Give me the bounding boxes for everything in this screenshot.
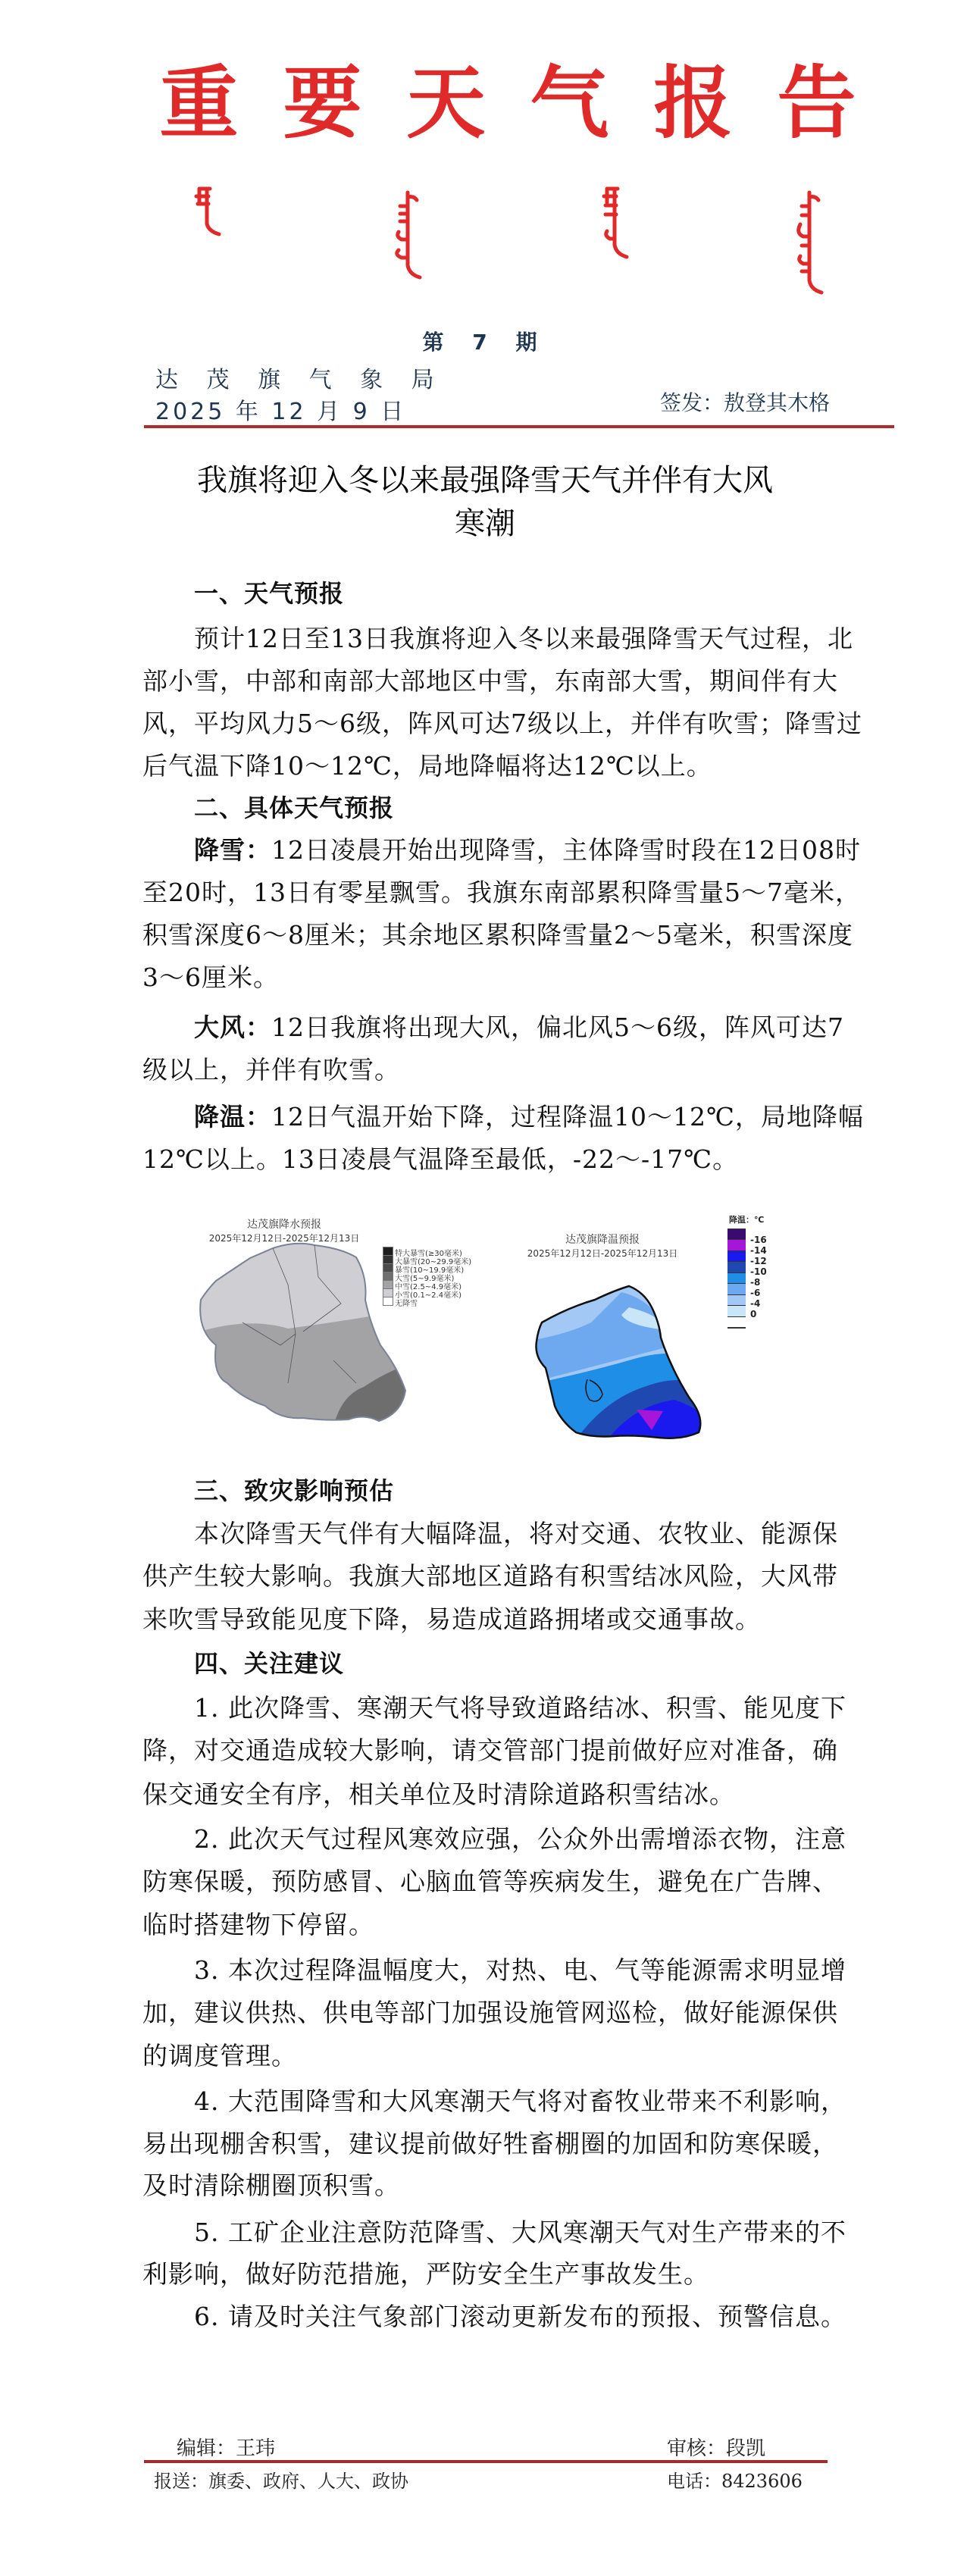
cooling-legend-colorbar bbox=[728, 1229, 746, 1329]
editor: 编辑：王玮 bbox=[177, 2437, 276, 2460]
masthead-char: 气 bbox=[530, 56, 609, 149]
advice-item-4-line: 易出现棚舍积雪，建议提前做好牲畜棚圈的加固和防寒保暖， bbox=[142, 2129, 838, 2158]
advice-item-2-line: 临时搭建物下停留。 bbox=[142, 1910, 374, 1939]
legend-value: 0 bbox=[750, 1309, 757, 1319]
issue-date: 2025 年 12 月 9 日 bbox=[155, 399, 407, 425]
legend-value: -12 bbox=[750, 1256, 767, 1266]
legend-value: -6 bbox=[750, 1288, 761, 1298]
advice-item-6-line: 6. 请及时关注气象部门滚动更新发布的预报、预警信息。 bbox=[194, 2302, 846, 2331]
header-divider bbox=[144, 425, 894, 428]
mongolian-script-word-1 bbox=[193, 186, 224, 239]
paragraph-line: 级以上，并伴有吹雪。 bbox=[142, 1055, 400, 1085]
document-title-line-1: 我旗将迎入冬以来最强降雪天气并伴有大风 bbox=[197, 463, 773, 498]
cooling-map-subtitle: 2025年12月12日-2025年12月13日 bbox=[527, 1248, 678, 1259]
wind-paragraph-line bbox=[194, 1013, 884, 1043]
paragraph-line: 本次降雪天气伴有大幅降温，将对交通、农牧业、能源保 bbox=[194, 1519, 838, 1548]
signer: 签发：敖登其木格 bbox=[659, 390, 830, 415]
paragraph-line: 12℃以上。13日凌晨气温降至最低，-22～-17℃。 bbox=[142, 1144, 739, 1174]
legend-value: -4 bbox=[750, 1298, 761, 1309]
legend-color-swatch bbox=[728, 1273, 746, 1284]
section-heading-impact: 三、致灾影响预估 bbox=[194, 1476, 395, 1505]
legend-value: -8 bbox=[750, 1277, 761, 1288]
cooling-legend bbox=[728, 1216, 811, 1330]
advice-item-4-line: 4. 大范围降雪和大风寒潮天气将对畜牧业带来不利影响， bbox=[194, 2086, 846, 2116]
masthead-char: 要 bbox=[283, 56, 362, 149]
wind-text: 12日我旗将出现大风，偏北风5～6级，阵风可达7 bbox=[271, 1013, 844, 1042]
paragraph-line: 至20时，13日有零星飘雪。我旗东南部累积降雪量5～7毫米， bbox=[142, 878, 861, 907]
snow-paragraph-line bbox=[194, 835, 884, 865]
legend-color-swatch bbox=[728, 1262, 746, 1272]
advice-item-1-line: 1. 此次降雪、寒潮天气将导致道路结冰、积雪、能见度下 bbox=[194, 1693, 846, 1723]
paragraph-line: 来吹雪导致能见度下降，易造成道路拥堵或交通事故。 bbox=[142, 1604, 761, 1634]
legend-label: 特大暴雪(≥30毫米) bbox=[395, 1250, 462, 1258]
cooling-forecast-map bbox=[500, 1194, 818, 1451]
legend-color-swatch bbox=[728, 1229, 746, 1240]
cooling-label: 降温： bbox=[194, 1102, 271, 1131]
paragraph-line: 后气温下降10～12℃，局地降幅将达12℃以上。 bbox=[142, 751, 712, 781]
legend-swatch bbox=[383, 1297, 393, 1306]
legend-color-swatch bbox=[728, 1284, 746, 1294]
cooling-map-title: 达茂旗降温预报 bbox=[565, 1234, 640, 1246]
paragraph-line: 积雪深度6～8厘米；其余地区累积降雪量2～5毫米，积雪深度 bbox=[142, 920, 853, 950]
masthead-char: 告 bbox=[777, 56, 856, 149]
paragraph-line: 部小雪，中部和南部大部地区中雪，东南部大雪，期间伴有大 bbox=[142, 666, 838, 696]
paragraph-line: 供产生较大影响。我旗大部地区道路有积雪结冰风险，大风带 bbox=[142, 1561, 838, 1591]
masthead-char: 重 bbox=[159, 56, 239, 149]
snow-text: 12日凌晨开始出现降雪，主体降雪时段在12日08时 bbox=[271, 835, 861, 865]
legend-label: 大暴雪(20~29.9毫米) bbox=[395, 1258, 472, 1266]
section-heading-detailed-forecast: 二、具体天气预报 bbox=[194, 793, 395, 822]
cooling-paragraph-line bbox=[194, 1102, 884, 1132]
advice-item-1-line: 降，对交通造成较大影响，请交管部门提前做好应对准备，确 bbox=[142, 1736, 838, 1765]
section-heading-advice: 四、关注建议 bbox=[194, 1649, 345, 1678]
advice-item-5-line: 利影响，做好防范措施，严防安全生产事故发生。 bbox=[142, 2259, 709, 2289]
legend-color-swatch bbox=[728, 1240, 746, 1250]
footer-divider bbox=[144, 2460, 828, 2463]
snow-map-subtitle: 2025年12月12日-2025年12月13日 bbox=[208, 1233, 360, 1244]
cooling-map-shape bbox=[500, 1194, 728, 1451]
advice-item-2-line: 2. 此次天气过程风寒效应强，公众外出需增添衣物，注意 bbox=[194, 1824, 846, 1854]
legend-color-swatch bbox=[728, 1251, 746, 1262]
issue-number: 第 7 期 bbox=[422, 330, 548, 355]
advice-item-3-line: 3. 本次过程降温幅度大，对热、电、气等能源需求明显增 bbox=[194, 1955, 846, 1985]
legend-color-swatch bbox=[728, 1295, 746, 1306]
advice-item-5-line: 5. 工矿企业注意防范降雪、大风寒潮天气对生产带来的不 bbox=[194, 2218, 846, 2247]
mongolian-script-word-2 bbox=[393, 189, 423, 280]
document-title bbox=[114, 459, 856, 546]
paragraph-line: 预计12日至13日我旗将迎入冬以来最强降雪天气过程，北 bbox=[194, 624, 853, 653]
advice-item-1-line: 保交通安全有序，相关单位及时清除道路积雪结冰。 bbox=[142, 1779, 735, 1809]
masthead-char: 报 bbox=[653, 56, 733, 149]
snow-label: 降雪： bbox=[194, 835, 271, 865]
advice-item-2-line: 防寒保暖，预防感冒、心脑血管等疾病发生，避免在广告牌、 bbox=[142, 1867, 838, 1896]
wind-label: 大风： bbox=[194, 1013, 271, 1042]
legend-color-swatch bbox=[728, 1306, 746, 1316]
paragraph-line: 风，平均风力5～6级，阵风可达7级以上，并伴有吹雪；降雪过 bbox=[142, 709, 862, 738]
legend-value: -14 bbox=[750, 1245, 767, 1256]
mongolian-script-word-4 bbox=[794, 189, 824, 296]
snow-map-title: 达茂旗降水预报 bbox=[247, 1219, 321, 1231]
advice-item-3-line: 加，建议供热、供电等部门加强设施管网巡检，做好能源保供 bbox=[142, 1998, 838, 2027]
legend-value: -10 bbox=[750, 1266, 767, 1277]
legend-label: 暴雪(10~19.9毫米) bbox=[395, 1266, 465, 1275]
snow-forecast-map bbox=[182, 1194, 485, 1451]
legend-label: 小雪(0.1~2.4毫米) bbox=[395, 1291, 462, 1300]
legend-label: 大雪(5~9.9毫米) bbox=[395, 1275, 455, 1283]
advice-item-4-line: 及时清除棚圈顶积雪。 bbox=[142, 2171, 400, 2200]
legend-value: -16 bbox=[750, 1235, 767, 1245]
legend-label: 无降雪 bbox=[395, 1300, 418, 1308]
issuing-bureau: 达 茂 旗 气 象 局 bbox=[155, 367, 445, 393]
recipients: 报送：旗委、政府、人大、政协 bbox=[154, 2471, 408, 2492]
section-heading-forecast: 一、天气预报 bbox=[194, 579, 345, 608]
cooling-text: 12日气温开始下降，过程降温10～12℃，局地降幅 bbox=[271, 1102, 864, 1131]
document-title-line-2: 寒潮 bbox=[455, 506, 515, 541]
masthead-char: 天 bbox=[406, 56, 486, 149]
phone: 电话：8423606 bbox=[667, 2471, 803, 2492]
mongolian-script-word-3 bbox=[601, 186, 631, 261]
advice-item-3-line: 的调度管理。 bbox=[142, 2041, 297, 2071]
cooling-legend-title: 降温：℃ bbox=[729, 1215, 765, 1225]
legend-color-swatch bbox=[728, 1317, 746, 1328]
legend-label: 中雪(2.5~4.9毫米) bbox=[395, 1283, 462, 1291]
snow-map-shape bbox=[182, 1194, 485, 1451]
reviewer: 审核：段凯 bbox=[667, 2437, 766, 2460]
snow-legend bbox=[383, 1247, 485, 1307]
paragraph-line: 3～6厘米。 bbox=[142, 962, 279, 992]
masthead-title bbox=[155, 56, 860, 149]
